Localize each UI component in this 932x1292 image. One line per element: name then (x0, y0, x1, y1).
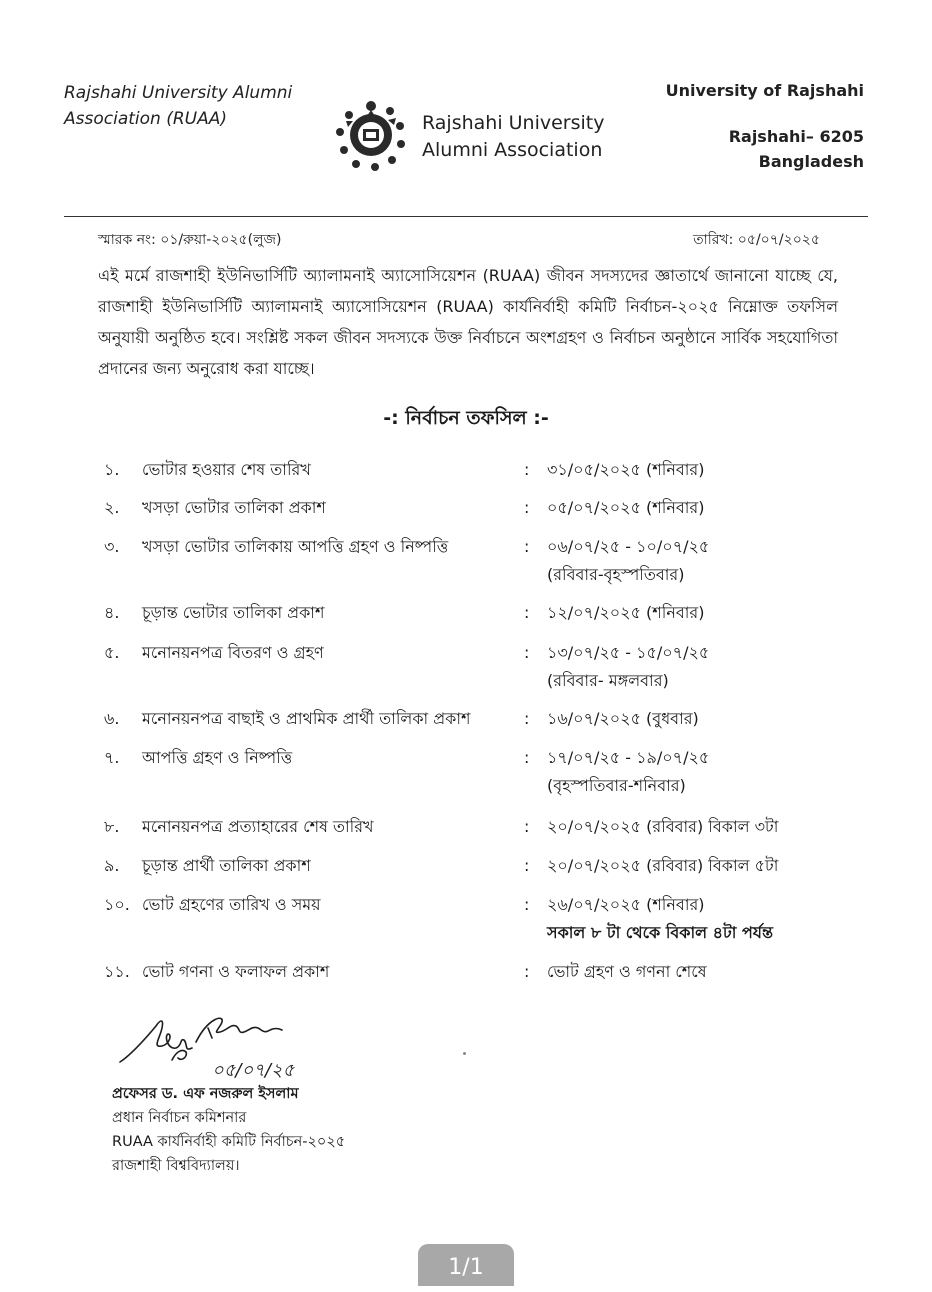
row-label: ভোট গ্রহণের তারিখ ও সময় (142, 895, 321, 914)
logo-text (422, 110, 605, 164)
row-number: ৪. (104, 603, 120, 622)
row-colon: : (524, 817, 530, 836)
row-number: ১১. (104, 962, 130, 981)
document-date: তারিখ: ০৫/০৭/২০২৫ (693, 232, 820, 248)
header-divider (64, 216, 868, 217)
row-value-line1: ২০/০৭/২০২৫ (রবিবার) বিকাল ৫টা (547, 856, 779, 875)
scan-speck (463, 1052, 466, 1055)
row-label: মনোনয়নপত্র বাছাই ও প্রাথমিক প্রার্থী তালিকা প্রকাশ (142, 709, 471, 728)
row-label: খসড়া ভোটার তালিকায় আপত্তি গ্রহণ ও নিষ্পত্তি (142, 537, 449, 556)
row-colon: : (524, 498, 530, 517)
logo-text-line1: Rajshahi University (422, 112, 605, 134)
row-number: ৩. (104, 537, 120, 556)
page-indicator: 1/1 (418, 1244, 514, 1286)
row-value (547, 891, 773, 947)
row-value-line2: (বৃহস্পতিবার-শনিবার) (547, 776, 686, 795)
row-number: ৫. (104, 643, 120, 662)
row-colon: : (524, 603, 530, 622)
row-value-line2: (রবিবার- মঙ্গলবার) (547, 671, 669, 690)
handwritten-signature-icon (112, 1008, 312, 1088)
row-colon: : (524, 748, 530, 767)
row-label: মনোনয়নপত্র বিতরণ ও গ্রহণ (142, 643, 324, 662)
row-colon: : (524, 856, 530, 875)
row-value (547, 958, 707, 986)
row-value (547, 852, 778, 880)
signature-date: ০৫/০৭/২৫ (212, 1060, 295, 1081)
row-value-line1: ভোট গ্রহণ ও গণনা শেষে (547, 962, 707, 981)
row-number: ৭. (104, 748, 120, 767)
row-label: চূড়ান্ত ভোটার তালিকা প্রকাশ (142, 603, 325, 622)
row-label: খসড়া ভোটার তালিকা প্রকাশ (142, 498, 326, 517)
row-colon: : (524, 537, 530, 556)
row-label: মনোনয়নপত্র প্রত্যাহারের শেষ তারিখ (142, 817, 374, 836)
row-value (547, 533, 709, 589)
row-value (547, 744, 709, 800)
row-label: চূড়ান্ত প্রার্থী তালিকা প্রকাশ (142, 856, 311, 875)
row-value (547, 456, 704, 484)
address-city: Rajshahi– 6205 (728, 127, 864, 146)
intro-paragraph: এই মর্মে রাজশাহী ইউনিভার্সিটি অ্যালামনাই অ্যাসোসিয়েশন (RUAA) জীবন সদস্যদের জ্ঞাতার্থে জানানো যাচ্ছে যে, রাজশাহী ইউনিভার্সিটি অ্যালামনাই অ্যাসোসিয়েশন (RUAA) কার্যনির্বাহী কমিটি নির্বাচন-২০২৫ নিম্নোক্ত তফসিল অনুযায়ী অনুষ্ঠিত হবে। সংশ্লিষ্ট সকল জীবন সদস্যকে উক্ত নির্বাচনে অংশগ্রহণ ও নির্বাচন অনুষ্ঠানে সার্বিক সহযোগিতা প্রদানের জন্য অনুরোধ করা যাচ্ছে। (98, 266, 838, 378)
row-value (547, 599, 704, 627)
row-number: ৮. (104, 817, 120, 836)
association-name-line2: Association (RUAA) (64, 109, 227, 129)
university-address (666, 80, 864, 174)
memo-number: স্মারক নং: ০১/রুয়া-২০২৫(লুজ) (98, 232, 282, 248)
row-label: আপত্তি গ্রহণ ও নিষ্পত্তি (142, 748, 293, 767)
row-colon: : (524, 460, 530, 479)
row-colon: : (524, 709, 530, 728)
row-value-line1: ২০/০৭/২০২৫ (রবিবার) বিকাল ৩টা (547, 817, 779, 836)
row-value (547, 494, 704, 522)
row-colon: : (524, 962, 530, 981)
association-name-en (64, 80, 324, 132)
row-value-line1: ০৫/০৭/২০২৫ (শনিবার) (547, 498, 705, 517)
row-value-line1: ২৬/০৭/২০২৫ (শনিবার) (547, 895, 705, 914)
row-number: ১. (104, 460, 120, 479)
row-value (547, 639, 709, 695)
row-value (547, 813, 778, 841)
ruaa-logo-icon (330, 94, 412, 176)
row-number: ১০. (104, 895, 130, 914)
university-name: University of Rajshahi (665, 81, 864, 100)
row-label: ভোটার হওয়ার শেষ তারিখ (142, 460, 311, 479)
schedule-title: -: নির্বাচন তফসিল :- (383, 407, 549, 429)
row-number: ৬. (104, 709, 120, 728)
signatory-title: প্রধান নির্বাচন কমিশনার (112, 1110, 247, 1126)
signatory-committee: RUAA কার্যনির্বাহী কমিটি নির্বাচন-২০২৫ (112, 1134, 346, 1150)
row-value-line1: ০৬/০৭/২৫ - ১০/০৭/২৫ (547, 537, 710, 556)
signatory-institution: রাজশাহী বিশ্ববিদ্যালয়। (112, 1158, 240, 1174)
row-colon: : (524, 895, 530, 914)
signatory-block (112, 1082, 345, 1178)
row-value-line1: ৩১/০৫/২০২৫ (শনিবার) (547, 460, 705, 479)
address-country: Bangladesh (758, 152, 864, 171)
logo-text-line2: Alumni Association (422, 139, 603, 161)
row-value (547, 705, 699, 733)
row-label: ভোট গণনা ও ফলাফল প্রকাশ (142, 962, 330, 981)
row-number: ২. (104, 498, 120, 517)
row-value-line1: ১২/০৭/২০২৫ (শনিবার) (547, 603, 705, 622)
association-name-line1: Rajshahi University Alumni (64, 83, 293, 103)
row-number: ৯. (104, 856, 120, 875)
row-value-line2: (রবিবার-বৃহস্পতিবার) (547, 565, 685, 584)
row-colon: : (524, 643, 530, 662)
row-value-line1: ১৭/০৭/২৫ - ১৯/০৭/২৫ (547, 748, 710, 767)
row-value-line2: সকাল ৮ টা থেকে বিকাল ৪টা পর্যন্ত (547, 923, 774, 942)
row-value-line1: ১৩/০৭/২৫ - ১৫/০৭/২৫ (547, 643, 710, 662)
signatory-name: প্রফেসর ড. এফ নজরুল ইসলাম (112, 1086, 299, 1102)
row-value-line1: ১৬/০৭/২০২৫ (বুধবার) (547, 709, 699, 728)
